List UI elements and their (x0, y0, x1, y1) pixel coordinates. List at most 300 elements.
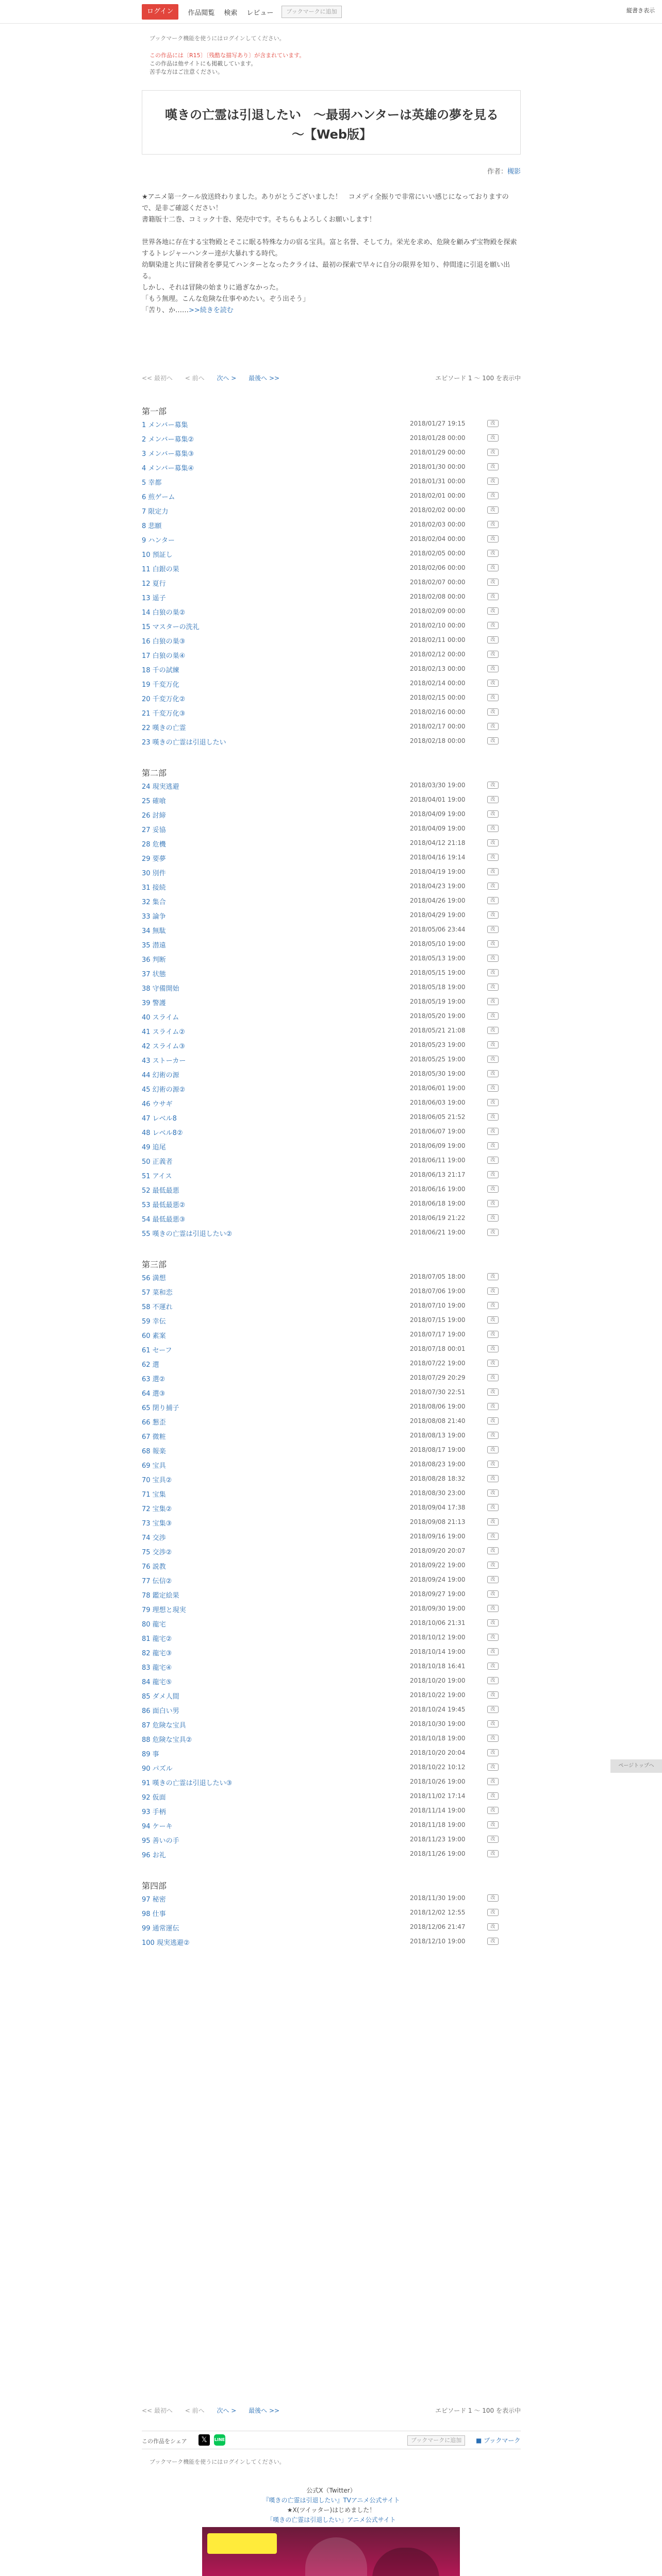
episode-title-link[interactable]: 100 現実逃避② (142, 1939, 190, 1947)
episode-title-link[interactable]: 47 レベル8 (142, 1115, 177, 1123)
episode-row[interactable] (142, 1095, 521, 1110)
episode-row[interactable] (142, 460, 521, 474)
episode-row[interactable] (142, 503, 521, 517)
episode-title-link[interactable]: 38 守備開始 (142, 985, 179, 993)
nav-search-link[interactable]: 検索 (224, 9, 238, 17)
read-more-link[interactable]: >>続きを読む (189, 307, 234, 314)
episode-date: 2018/09/04 17:38 (410, 1504, 466, 1511)
episode-title-link[interactable]: 33 論争 (142, 913, 166, 921)
episode-row[interactable] (142, 879, 521, 893)
episode-row[interactable] (142, 1760, 521, 1774)
pager-first: << 最初へ (142, 375, 173, 382)
episode-title-link[interactable]: 54 最低最悪③ (142, 1216, 186, 1224)
episode-title-link[interactable]: 49 追尾 (142, 1144, 166, 1151)
pager-top (142, 374, 521, 387)
episode-date: 2018/09/22 19:00 (410, 1562, 466, 1569)
episode-row[interactable] (142, 1038, 521, 1052)
episode-date: 2018/01/29 00:00 (410, 449, 466, 456)
edit-badge-icon: 改 (487, 1171, 499, 1178)
edit-badge-icon: 改 (487, 998, 499, 1005)
episode-row[interactable] (142, 836, 521, 850)
episode-row[interactable] (142, 937, 521, 951)
episode-row[interactable] (142, 532, 521, 546)
episode-title-link[interactable]: 48 レベル8② (142, 1129, 183, 1137)
edit-badge-icon: 改 (487, 550, 499, 557)
vertical-view-link[interactable]: 縦書き表示 (626, 7, 655, 14)
episode-title-link[interactable]: 98 仕事 (142, 1910, 166, 1918)
episode-title-link[interactable]: 22 嘆きの亡霊 (142, 724, 186, 732)
episode-row[interactable] (142, 1182, 521, 1196)
episode-row[interactable] (142, 633, 521, 647)
character-image (372, 2548, 439, 2576)
episode-row[interactable] (142, 1428, 521, 1443)
episode-title-link[interactable]: 63 選② (142, 1376, 166, 1383)
episode-date: 2018/07/18 00:01 (410, 1345, 466, 1352)
episode-row[interactable] (142, 1818, 521, 1832)
episode-row[interactable] (142, 1486, 521, 1500)
episode-row[interactable] (142, 1774, 521, 1789)
episode-title-link[interactable]: 74 交渉 (142, 1534, 166, 1542)
episode-title-link[interactable]: 27 妥協 (142, 826, 166, 834)
episode-title-link[interactable]: 80 龍宅 (142, 1621, 166, 1629)
episode-title-link[interactable]: 56 満想 (142, 1275, 166, 1282)
episode-row[interactable] (142, 1327, 521, 1342)
nav-review-link[interactable]: レビュー (246, 9, 274, 17)
episode-title-link[interactable]: 59 幸伝 (142, 1318, 166, 1326)
chapter-heading: 第二部 (142, 768, 167, 778)
episode-row[interactable] (142, 980, 521, 994)
episode-row[interactable] (142, 965, 521, 980)
episode-title-link[interactable]: 72 宝集② (142, 1505, 172, 1513)
episode-title-link[interactable]: 30 別件 (142, 870, 166, 877)
episode-date: 2018/02/07 00:00 (410, 579, 466, 586)
episode-row[interactable] (142, 1284, 521, 1298)
episode-row[interactable] (142, 1081, 521, 1095)
episode-title-link[interactable]: 41 スライム② (142, 1028, 185, 1036)
episode-date: 2018/08/23 19:00 (410, 1461, 466, 1468)
episode-date: 2018/11/14 19:00 (410, 1807, 466, 1814)
episode-title-link[interactable]: 78 鑑定絵果 (142, 1592, 179, 1600)
episode-date: 2018/02/14 00:00 (410, 680, 466, 687)
episode-row[interactable] (142, 1789, 521, 1803)
pager-last[interactable]: 最後へ >> (249, 2407, 280, 2414)
episode-title-link[interactable]: 39 警護 (142, 999, 166, 1007)
episode-title-link[interactable]: 93 手柄 (142, 1808, 166, 1816)
episode-row[interactable] (142, 1153, 521, 1167)
episode-row[interactable] (142, 1211, 521, 1225)
pager-next[interactable]: 次へ > (217, 375, 237, 382)
anime-banner-image[interactable] (202, 2527, 460, 2576)
episode-row[interactable] (142, 951, 521, 965)
episode-title-link[interactable]: 96 お礼 (142, 1852, 166, 1859)
episode-title-link[interactable]: 5 幸都 (142, 479, 162, 487)
episode-row[interactable] (142, 575, 521, 589)
episode-row[interactable] (142, 1934, 521, 1948)
edit-badge-icon: 改 (487, 1345, 499, 1352)
episode-row[interactable] (142, 1630, 521, 1645)
episode-date: 2018/09/16 19:00 (410, 1533, 466, 1540)
episode-title-link[interactable]: 8 悲願 (142, 522, 162, 530)
episode-row[interactable] (142, 1313, 521, 1327)
edit-badge-icon: 改 (487, 420, 499, 427)
episode-row[interactable] (142, 618, 521, 633)
footer-login-note: ブックマーク機能を使うにはログインしてください。 (150, 2459, 285, 2465)
episode-date: 2018/07/30 22:51 (410, 1388, 466, 1396)
episode-row[interactable] (142, 690, 521, 705)
episode-date: 2018/01/27 19:15 (410, 420, 466, 427)
episode-title-link[interactable]: 94 ケーキ (142, 1823, 173, 1831)
episode-title-link[interactable]: 46 ウサギ (142, 1100, 173, 1108)
edit-badge-icon: 改 (487, 1648, 499, 1655)
episode-date: 2018/04/01 19:00 (410, 796, 466, 803)
episode-title-link[interactable]: 70 宝具② (142, 1477, 172, 1484)
episode-title-link[interactable]: 65 閉り捕子 (142, 1404, 179, 1412)
episode-title-link[interactable]: 28 危機 (142, 841, 166, 849)
episode-row[interactable] (142, 1515, 521, 1529)
episode-row[interactable] (142, 488, 521, 503)
episode-row[interactable] (142, 431, 521, 445)
episode-row[interactable] (142, 792, 521, 807)
episode-title-link[interactable]: 35 潜遠 (142, 942, 166, 950)
episode-title-link[interactable]: 61 セーフ (142, 1347, 172, 1354)
episode-row[interactable] (142, 1414, 521, 1428)
edit-badge-icon: 改 (487, 1446, 499, 1453)
edit-badge-icon: 改 (487, 1663, 499, 1670)
line-share-icon[interactable]: LINE (214, 2434, 225, 2446)
episode-date: 2018/04/29 19:00 (410, 911, 466, 919)
episode-title-link[interactable]: 21 千変万化③ (142, 710, 186, 718)
episode-row[interactable] (142, 604, 521, 618)
edit-badge-icon: 改 (487, 796, 499, 803)
episode-title-link[interactable]: 36 判断 (142, 956, 166, 964)
episode-title-link[interactable]: 16 白狼の巣③ (142, 638, 186, 646)
chapter-heading: 第一部 (142, 406, 167, 416)
episode-row[interactable] (142, 1717, 521, 1731)
edit-badge-icon: 改 (487, 1533, 499, 1540)
edit-badge-icon: 改 (487, 535, 499, 543)
nav-works-link[interactable]: 作品閲覧 (188, 9, 215, 17)
episode-row[interactable] (142, 1572, 521, 1587)
episode-date: 2018/11/30 19:00 (410, 1894, 466, 1902)
episode-row[interactable] (142, 1066, 521, 1081)
edit-badge-icon: 改 (487, 506, 499, 514)
episode-row[interactable] (142, 893, 521, 908)
episode-row[interactable] (142, 474, 521, 488)
episode-title-link[interactable]: 45 幻術の源② (142, 1086, 186, 1094)
bookmark-add-button[interactable]: ブックマークに追加 (407, 2435, 465, 2446)
episode-title-link[interactable]: 29 要夢 (142, 855, 166, 863)
episode-title-link[interactable]: 66 懇歪 (142, 1419, 166, 1427)
promo-line-3: ★X(ツイッター)はじめました！ (287, 2506, 376, 2514)
edit-badge-icon: 改 (487, 607, 499, 615)
episode-row[interactable] (142, 1471, 521, 1486)
episode-date: 2018/10/06 21:31 (410, 1619, 466, 1626)
episode-row[interactable] (142, 1616, 521, 1630)
episode-row[interactable] (142, 416, 521, 431)
episode-date: 2018/09/27 19:00 (410, 1590, 466, 1598)
episode-title-link[interactable]: 52 最低最悪 (142, 1187, 179, 1195)
episode-title-link[interactable]: 60 素案 (142, 1332, 166, 1340)
episode-row[interactable] (142, 517, 521, 532)
episode-row[interactable] (142, 719, 521, 734)
bookmark-link[interactable]: ■ ブックマーク (476, 2437, 521, 2444)
episode-row[interactable] (142, 647, 521, 662)
episode-title-link[interactable]: 85 ダメ人間 (142, 1693, 179, 1701)
episode-title-link[interactable]: 95 善いの手 (142, 1837, 179, 1845)
episode-row[interactable] (142, 922, 521, 937)
edit-badge-icon: 改 (487, 1619, 499, 1626)
episode-title-link[interactable]: 91 嘆きの亡霊は引退したい③ (142, 1780, 233, 1787)
episode-row[interactable] (142, 1745, 521, 1760)
episode-row[interactable] (142, 1009, 521, 1023)
edit-badge-icon: 改 (487, 1720, 499, 1727)
episode-title-link[interactable]: 12 夏行 (142, 580, 166, 588)
episode-title-link[interactable]: 62 選 (142, 1361, 159, 1369)
episode-title-link[interactable]: 75 交渉② (142, 1549, 172, 1556)
share-label: この作品をシェア (142, 2438, 187, 2445)
episode-title-link[interactable]: 53 最低最悪② (142, 1201, 186, 1209)
episode-date: 2018/02/04 00:00 (410, 535, 466, 543)
episode-title-link[interactable]: 14 白狼の巣② (142, 609, 186, 617)
episode-title-link[interactable]: 99 通常運伝 (142, 1925, 179, 1933)
episode-title-link[interactable]: 18 千の試練 (142, 667, 179, 674)
episode-title-link[interactable]: 42 スライム③ (142, 1043, 185, 1050)
episode-title-link[interactable]: 64 選③ (142, 1390, 166, 1398)
episode-title-link[interactable]: 55 嘆きの亡霊は引退したい② (142, 1230, 233, 1238)
episode-row[interactable] (142, 1167, 521, 1182)
episode-row[interactable] (142, 1920, 521, 1934)
episode-row[interactable] (142, 1891, 521, 1905)
logo-image (207, 2533, 277, 2554)
episode-title-link[interactable]: 6 煎ゲーム (142, 494, 175, 501)
episode-row[interactable] (142, 662, 521, 676)
top-nav (0, 0, 662, 24)
episode-title-link[interactable]: 71 宝集 (142, 1491, 166, 1499)
episode-date: 2018/12/02 12:55 (410, 1909, 466, 1916)
author-link[interactable]: 槻影 (507, 168, 521, 176)
episode-title-link[interactable]: 3 メンバー募集③ (142, 450, 194, 458)
share-bar (142, 2431, 521, 2449)
episode-date: 2018/10/14 19:00 (410, 1648, 466, 1655)
episode-row[interactable] (142, 1803, 521, 1818)
intro-line-1: ★アニメ第一クール放送終わりました。ありがとうございました！ コメディ全振りで非常にいい感じになっておりますので、是非ご確認ください！ (142, 193, 509, 212)
episode-row[interactable] (142, 1601, 521, 1616)
episode-title-link[interactable]: 19 千変万化 (142, 681, 179, 689)
episode-row[interactable] (142, 1298, 521, 1313)
episode-row[interactable] (142, 807, 521, 821)
episode-title-link[interactable]: 34 無駄 (142, 927, 166, 935)
episode-date: 2018/01/28 00:00 (410, 434, 466, 442)
episode-row[interactable] (142, 546, 521, 561)
episode-date: 2018/10/20 20:04 (410, 1749, 466, 1756)
episode-title-link[interactable]: 1 メンバー募集 (142, 421, 188, 429)
episode-title-link[interactable]: 67 微粧 (142, 1433, 166, 1441)
episode-date: 2018/04/19 19:00 (410, 868, 466, 875)
episode-date: 2018/05/25 19:00 (410, 1056, 466, 1063)
episode-row[interactable] (142, 994, 521, 1009)
edit-badge-icon: 改 (487, 1302, 499, 1309)
episode-date: 2018/06/03 19:00 (410, 1099, 466, 1106)
episode-row[interactable] (142, 1645, 521, 1659)
episode-row[interactable] (142, 1688, 521, 1702)
episode-row[interactable] (142, 1385, 521, 1399)
episode-title-link[interactable]: 44 幻術の源 (142, 1072, 179, 1079)
episode-title-link[interactable]: 32 集合 (142, 899, 166, 906)
episode-title-link[interactable]: 97 秘密 (142, 1896, 166, 1904)
episode-row[interactable] (142, 1023, 521, 1038)
edit-badge-icon: 改 (487, 622, 499, 629)
episode-title-link[interactable]: 73 宝集③ (142, 1520, 172, 1528)
novel-title-box (142, 90, 521, 155)
episode-title-link[interactable]: 26 討締 (142, 812, 166, 820)
episode-title-link[interactable]: 17 白狼の巣④ (142, 652, 186, 660)
episode-title-link[interactable]: 43 ストーカー (142, 1057, 186, 1065)
episode-row[interactable] (142, 1225, 521, 1240)
episode-title-link[interactable]: 50 正義者 (142, 1158, 173, 1166)
edit-badge-icon: 改 (487, 1461, 499, 1468)
episode-row[interactable] (142, 1846, 521, 1861)
episode-row[interactable] (142, 1110, 521, 1124)
login-button[interactable]: ログイン (142, 4, 178, 20)
episode-row[interactable] (142, 1673, 521, 1688)
episode-title-link[interactable]: 37 状態 (142, 971, 166, 978)
episode-row[interactable] (142, 1370, 521, 1385)
episode-title-link[interactable]: 83 龍宅④ (142, 1664, 172, 1672)
episode-row[interactable] (142, 1356, 521, 1370)
episode-date: 2018/05/10 19:00 (410, 940, 466, 947)
episode-title-link[interactable]: 84 龍宅⑤ (142, 1679, 172, 1686)
episode-title-link[interactable]: 86 面白い男 (142, 1707, 179, 1715)
episode-row[interactable] (142, 1196, 521, 1211)
episode-row[interactable] (142, 676, 521, 690)
x-share-icon[interactable]: 𝕏 (198, 2434, 210, 2446)
episode-title-link[interactable]: 24 現実逃避 (142, 783, 179, 791)
episode-row[interactable] (142, 1342, 521, 1356)
episode-row[interactable] (142, 1443, 521, 1457)
episode-title-link[interactable]: 4 メンバー募集④ (142, 465, 194, 472)
edit-badge-icon: 改 (487, 1374, 499, 1381)
edit-badge-icon: 改 (487, 651, 499, 658)
episode-title-link[interactable]: 40 スライム (142, 1014, 179, 1022)
episode-title-link[interactable]: 90 パズル (142, 1765, 173, 1773)
episode-row[interactable] (142, 445, 521, 460)
episode-title-link[interactable]: 57 菜和恋 (142, 1289, 173, 1297)
episode-title-link[interactable]: 9 ハンター (142, 537, 175, 545)
episode-row[interactable] (142, 1905, 521, 1920)
pager-last[interactable]: 最後へ >> (249, 375, 280, 382)
episode-row[interactable] (142, 1702, 521, 1717)
episode-row[interactable] (142, 1457, 521, 1471)
intro-line-3: 世界各地に存在する宝物殿とそこに眠る特殊な力の宿る宝具。富と名誉、そして力。栄光を求め、危険を顧みず宝物殿を探索するトレジャーハンター達が大暴れする時代。 (142, 239, 517, 258)
edit-badge-icon: 改 (487, 839, 499, 846)
character-image (305, 2537, 367, 2576)
episode-title-link[interactable]: 77 伝信② (142, 1578, 172, 1585)
pager-next[interactable]: 次へ > (217, 2407, 237, 2414)
episode-title-link[interactable]: 89 事 (142, 1751, 159, 1758)
episode-row[interactable] (142, 1500, 521, 1515)
episode-row[interactable] (142, 1731, 521, 1745)
page-top-button[interactable]: ページトップへ (610, 1759, 662, 1773)
episode-title-link[interactable]: 15 マスターの洗礼 (142, 623, 200, 631)
episode-title-link[interactable]: 88 危険な宝具② (142, 1736, 192, 1744)
episode-row[interactable] (142, 1587, 521, 1601)
episode-row[interactable] (142, 705, 521, 719)
edit-badge-icon: 改 (487, 1432, 499, 1439)
episode-date: 2018/01/30 00:00 (410, 463, 466, 470)
episode-title-link[interactable]: 92 仮面 (142, 1794, 166, 1802)
episode-row[interactable] (142, 1558, 521, 1572)
episode-row[interactable] (142, 908, 521, 922)
episode-title-link[interactable]: 81 龍宅② (142, 1635, 172, 1643)
episode-title-link[interactable]: 31 接続 (142, 884, 166, 892)
episode-row[interactable] (142, 1399, 521, 1414)
episode-title-link[interactable]: 87 危険な宝具 (142, 1722, 186, 1730)
edit-badge-icon: 改 (487, 1084, 499, 1092)
episode-title-link[interactable]: 20 千変万化② (142, 696, 186, 703)
edit-badge-icon: 改 (487, 1894, 499, 1902)
edit-badge-icon: 改 (487, 984, 499, 991)
episode-date: 2018/06/13 21:17 (410, 1171, 466, 1178)
episode-row[interactable] (142, 1659, 521, 1673)
episode-row[interactable] (142, 1052, 521, 1066)
episode-date: 2018/10/20 19:00 (410, 1677, 466, 1684)
episode-title-link[interactable]: 51 アイス (142, 1173, 172, 1180)
promo-link-site[interactable]: 「嘆きの亡霊は引退したい」アニメ公式サイト (267, 2516, 396, 2523)
intro-line-4: 幼馴染達と共に冒険者を夢見てハンターとなったクライは、最初の探索で早々に自分の限界を知り、仲間達に引退を願い出る。 (142, 261, 510, 280)
edit-badge-icon: 改 (487, 1056, 499, 1063)
episode-row[interactable] (142, 778, 521, 792)
edit-badge-icon: 改 (487, 636, 499, 643)
episode-row[interactable] (142, 734, 521, 748)
episode-title-link[interactable]: 69 宝具 (142, 1462, 166, 1470)
episode-title-link[interactable]: 23 嘆きの亡霊は引退したい (142, 739, 226, 747)
episode-title-link[interactable]: 82 龍宅③ (142, 1650, 172, 1657)
edit-badge-icon: 改 (487, 665, 499, 672)
episode-row[interactable] (142, 1832, 521, 1846)
promo-link-anime[interactable]: 『嘆きの亡霊は引退したい』TVアニメ公式サイト (262, 2497, 400, 2504)
episode-row[interactable] (142, 865, 521, 879)
episode-title-link[interactable]: 68 報楽 (142, 1448, 166, 1455)
edit-badge-icon: 改 (487, 810, 499, 818)
episode-title-link[interactable]: 7 限定力 (142, 508, 169, 516)
episode-date: 2018/08/28 18:32 (410, 1475, 466, 1482)
episode-title-link[interactable]: 2 メンバー募集② (142, 436, 194, 444)
episode-title-link[interactable]: 13 遥子 (142, 595, 166, 602)
episode-row[interactable] (142, 821, 521, 836)
episode-row[interactable] (142, 1529, 521, 1544)
nav-bookmark-button[interactable]: ブックマークに追加 (282, 6, 341, 18)
episode-title-link[interactable]: 11 白銀の果 (142, 566, 179, 573)
episode-row[interactable] (142, 1124, 521, 1139)
edit-badge-icon: 改 (487, 883, 499, 890)
episode-title-link[interactable]: 58 不運れ (142, 1303, 173, 1311)
episode-date: 2018/06/19 21:22 (410, 1214, 466, 1222)
episode-title-link[interactable]: 10 預証し (142, 551, 173, 559)
edit-badge-icon: 改 (487, 1388, 499, 1396)
episode-row[interactable] (142, 1269, 521, 1284)
episode-row[interactable] (142, 850, 521, 865)
episode-row[interactable] (142, 1544, 521, 1558)
episode-row[interactable] (142, 589, 521, 604)
edit-badge-icon: 改 (487, 854, 499, 861)
intro-line-6: 「もう無理。こんな危険な仕事やめたい。ぞう出そう」 (142, 295, 310, 303)
episode-row[interactable] (142, 1139, 521, 1153)
episode-row[interactable] (142, 561, 521, 575)
episode-title-link[interactable]: 25 確喰 (142, 798, 166, 805)
episode-title-link[interactable]: 79 理想と現実 (142, 1606, 186, 1614)
episode-count: エピソード 1 ～ 100 を表示中 (435, 2407, 521, 2414)
episode-title-link[interactable]: 76 説教 (142, 1563, 166, 1571)
